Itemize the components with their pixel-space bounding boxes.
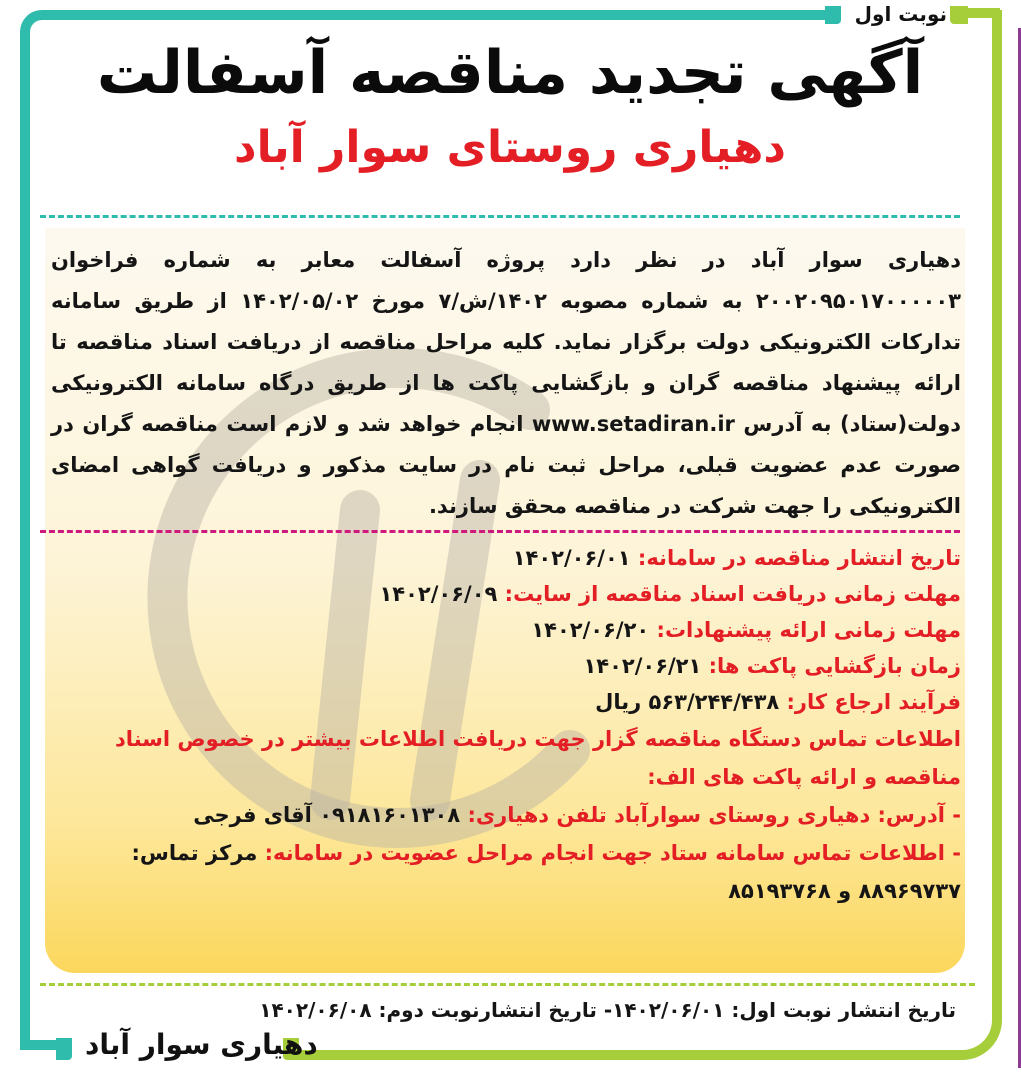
body-paragraph-part1: دهیاری سوار آباد در نظر دارد پروژه آسفالت معابر به شماره فراخوان ۲۰۰۲۰۹۵۰۱۷۰۰۰۰۰۳ به شماره مصوبه ۱۴۰۲/ش/۷ مورخ ۱۴۰۲/۰۵/۰۲ از طریق سامانه تدارکات الکترونیکی دولت برگزار نماید. کلیه مراحل مناقصه از دریافت اسناد مناقصه تا ارائه پیشنهاد مناقصه گران و بازگشایی پاکت ها از طریق درگاه سامانه الکترونیکی دولت(ستاد) به آدرس bbox=[51, 248, 962, 436]
green-frame-cap bbox=[950, 6, 968, 24]
detail-value: ۱۴۰۲/۰۶/۰۹ bbox=[379, 582, 498, 606]
detail-label: زمان بازگشایی پاکت ها: bbox=[708, 654, 961, 678]
detail-value: ۱۴۰۲/۰۶/۲۱ bbox=[583, 654, 702, 678]
page-title: آگهی تجدید مناقصه آسفالت bbox=[96, 38, 924, 108]
detail-row-opening bbox=[41, 648, 961, 684]
tender-details bbox=[41, 540, 961, 910]
website-link[interactable]: www.setadiran.ir bbox=[531, 412, 735, 436]
detail-label: تاریخ انتشار مناقصه در سامانه: bbox=[637, 546, 961, 570]
detail-row-docs-deadline bbox=[41, 576, 961, 612]
footer-organization: دهیاری سوار آباد bbox=[85, 1028, 318, 1061]
contact-label: - آدرس: دهیاری روستای سوارآباد تلفن دهیاری: bbox=[467, 803, 961, 827]
detail-row-referral bbox=[41, 684, 961, 720]
teal-frame-cap bbox=[56, 1038, 72, 1060]
contact-row-address bbox=[41, 796, 961, 834]
contact-row-setad bbox=[41, 834, 961, 910]
divider-pink bbox=[40, 530, 960, 533]
detail-label: فرآیند ارجاع کار: bbox=[786, 690, 961, 714]
detail-value: ۱۴۰۲/۰۶/۰۱ bbox=[512, 546, 631, 570]
publication-dates: تاریخ انتشار نوبت اول: ۱۴۰۲/۰۶/۰۱- تاریخ انتشارنوبت دوم: ۱۴۰۲/۰۶/۰۸ bbox=[259, 998, 956, 1022]
detail-row-offer-deadline bbox=[41, 612, 961, 648]
body-paragraph-part2: انجام خواهد شد و لازم است مناقصه گران در صورت عدم عضویت قبلی، مراحل ثبت نام در سایت مذکور و دریافت گواهی امضای الکترونیکی را جهت شرکت در مناقصه محقق سازند. bbox=[51, 412, 961, 518]
page-subtitle: دهیاری روستای سوار آباد bbox=[234, 122, 786, 173]
detail-row-publish bbox=[41, 540, 961, 576]
round-label: نوبت اول bbox=[854, 2, 947, 26]
contact-value: مرکز تماس: ۸۸۹۶۹۷۳۷ و ۸۵۱۹۳۷۶۸ bbox=[131, 841, 961, 903]
contact-heading: اطلاعات تماس دستگاه مناقصه گزار جهت دریافت اطلاعات بیشتر در خصوص اسناد مناقصه و ارائه پاکت های الف: bbox=[115, 727, 961, 789]
detail-value: ۱۴۰۲/۰۶/۲۰ bbox=[531, 618, 650, 642]
divider-teal bbox=[40, 215, 960, 218]
detail-label: مهلت زمانی دریافت اسناد مناقصه از سایت: bbox=[504, 582, 961, 606]
detail-value: ۵۶۳/۲۴۴/۴۳۸ ریال bbox=[595, 690, 780, 714]
detail-label: مهلت زمانی ارائه پیشنهادات: bbox=[656, 618, 961, 642]
divider-green bbox=[40, 983, 975, 986]
announcement-body bbox=[51, 240, 961, 527]
contact-label: - اطلاعات تماس سامانه ستاد جهت انجام مراحل عضویت در سامانه: bbox=[264, 841, 961, 865]
contact-value: ۰۹۱۸۱۶۰۱۳۰۸ آقای فرجی bbox=[193, 803, 461, 827]
